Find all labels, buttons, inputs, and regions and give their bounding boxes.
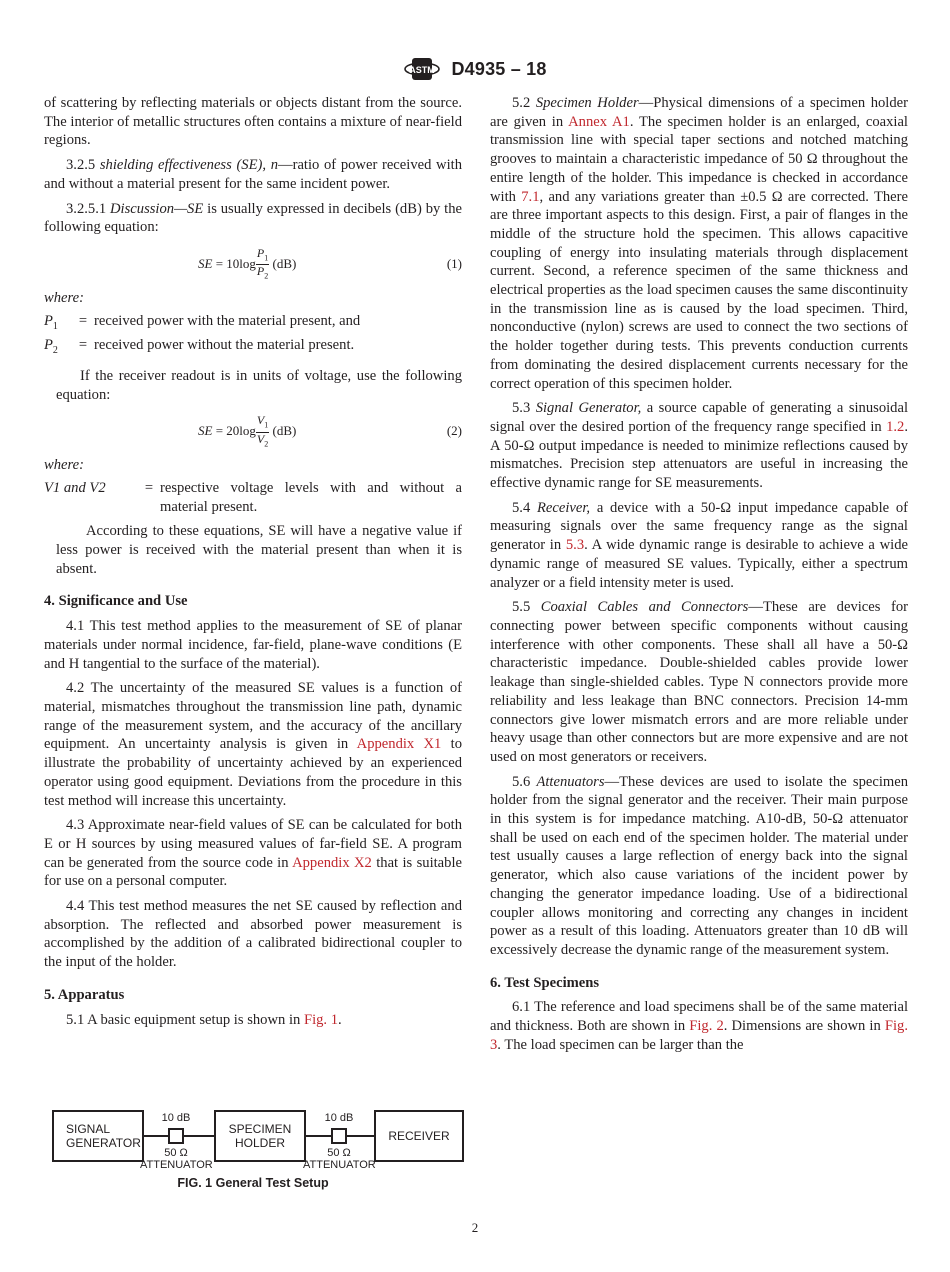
link-annex-a1[interactable]: Annex A1 [568, 113, 630, 130]
attenuator-2 [331, 1128, 347, 1144]
paragraph-4-4: 4.4 This test method measures the net SE caused by reflection and absorption. The reflected and absorbed power measurement is accomplished by the addition of a calibrated bidirectional coupler to the input of the holder. [44, 898, 462, 971]
link-fig-2[interactable]: Fig. 2 [689, 1018, 724, 1035]
equation-2: SE = 20log $\frac{V_1}{V_2}$ (dB) (2) [198, 413, 462, 449]
link-section-7-1[interactable]: 7.1 [521, 188, 540, 205]
attenuator-1-db: 10 dB [161, 1112, 191, 1124]
paragraph-4-3: 4.3 Approximate near-field values of SE can be calculated for both E or H sources by using measured values of far-field SE. A program can be generated from the source code in Appendix X2 that is suitable for use on a personal computer. [44, 817, 462, 890]
paragraph-5-4: 5.4 Receiver, a device with a 50-Ω input impedance capable of measuring signals over the same frequency range as the signal generator in 5.3. A wide dynamic range is desirable to achieve a wide dynamic range of measured SE values. Typically, either a spectrum analyzer or a field intensity meter is used. [490, 499, 909, 591]
where-label: where: [44, 457, 84, 474]
paragraph-5-5: 5.5 Coaxial Cables and Connectors—These are devices for connecting power between specific components without causing interference with other components. These shall all have a 50-Ω characteristic impedance. Double-shielded cables provide lower leakage than single-shielded cables. Type N connectors provide more reliability and less leakage than BNC connectors. Precision 14-mm connectors give lower mismatch errors and are more reliable under heavy usage than other connectors but are more expensive and are not used on most generators or receivers. [490, 599, 908, 765]
block-specimen-holder: SPECIMEN HOLDER [214, 1110, 306, 1162]
paragraph-5-1: 5.1 A basic equipment setup is shown in Fig. 1. [66, 1011, 342, 1028]
link-section-5-3[interactable]: 5.3 [565, 537, 585, 554]
paragraph-5-3: 5.3 Signal Generator, a source capable of generating a sinusoidal signal over the desired portion of the frequency range specified in 1.2. A 50-Ω output impedance is needed to minimize reflections caused by mismatches. Precision step attenuators are useful in increasing the effective dynamic range for SE measurements. [490, 400, 909, 492]
block-receiver: RECEIVER [374, 1110, 464, 1162]
where-label: where: [44, 289, 84, 306]
section-5-heading: 5. Apparatus [44, 986, 125, 1003]
attenuator-2-db: 10 dB [324, 1112, 354, 1124]
paragraph-negative-se: According to these equations, SE will have a negative value if less power is received with the material present than when it is absent. [56, 523, 462, 577]
svg-text:ASTM: ASTM [409, 65, 436, 75]
equation-number: (2) [446, 423, 462, 439]
term-coaxial-cables: Coaxial Cables and Connectors [540, 599, 749, 616]
fraction-v1-v2: $\frac{V_1}{V_2}$ [256, 413, 269, 449]
term-specimen-holder: Specimen Holder [535, 95, 639, 111]
section-4-heading: 4. Significance and Use [44, 593, 188, 610]
definition-p2: $P_2$ = received power without the material present. [44, 337, 355, 357]
fraction-p1-p2: $\frac{P_1}{P_2}$ [256, 245, 269, 281]
link-appendix-x1[interactable]: Appendix X1 [356, 736, 442, 753]
astm-logo-icon [403, 56, 441, 82]
page-number: 2 [471, 1220, 479, 1235]
term-signal-generator: Signal Generator, [535, 400, 642, 417]
block-signal-generator: SIGNAL GENERATOR [52, 1110, 144, 1162]
definition-p1: $P_1$ = received power with the material present, and [44, 312, 361, 332]
attenuator-2-label: ATTENUATOR [303, 1159, 376, 1171]
attenuator-1 [168, 1128, 184, 1144]
definition-v1-v2: V1 and V2 = respective voltage levels with and without a material present. [44, 479, 462, 515]
term-discussion: Discussion—SE [110, 200, 204, 217]
attenuator-2-ohm: 50 Ω [327, 1147, 351, 1159]
attenuator-1-label: ATTENUATOR [140, 1159, 213, 1171]
figure-1-caption: FIG. 1 General Test Setup [177, 1176, 329, 1190]
equation-number: (1) [446, 255, 462, 271]
figure-1-diagram [52, 1108, 464, 1171]
section-6-heading: 6. Test Specimens [490, 974, 600, 991]
paragraph-4-2: 4.2 The uncertainty of the measured SE values is a function of material, mismatches throughout the transmission line path, dynamic range of the measurement system, and the accuracy of the ancillary equipment. An uncertainty analysis is given in Appendix X1 to illustrate the probability of uncertainty achieved by an experienced operator using good equipment. Deviations from the procedure in this test method will increase this uncertainty. [44, 680, 462, 809]
link-fig-3[interactable]: Fig. 3 [490, 1018, 908, 1053]
term-receiver: Receiver, [537, 499, 591, 516]
paragraph-3-2-5: 3.2.5 shielding effectiveness (SE), n—ratio of power received with and without a material present for the same incident power. [44, 157, 462, 192]
paragraph-6-1: 6.1 The reference and load specimens shall be of the same material and thickness. Both are shown in Fig. 2. Dimensions are shown in Fig. 3. The load specimen can be larger than the [490, 999, 908, 1053]
right-column [490, 94, 908, 1060]
paragraph-5-2: 5.2 Specimen Holder—Physical dimensions of a specimen holder are given in Annex A1. The specimen holder is an enlarged, coaxial transmission line with special taper sections and notched matching grooves to maintain a characteristic impedance of 50 Ω throughout the entire length of the holder. This impedance is checked in accordance with 7.1, and any variations greater than ±0.5 Ω are corrected. There are three important aspects to this design. First, a pair of flanges in the middle of the structure hold the specimen. This allows capacitive coupling of energy into insulating materials through displacement current. Second, a reference specimen of the same thickness and electrical properties as the load specimen causes the same discontinuity in the transmission line as is caused by the load specimen. Third, nonconductive (nylon) screws are used to connect the two sections of the holder together during tests. This prevents conduction currents from dominating the desired displacement currents necessary for the correct operation of this specimen holder. [490, 95, 909, 392]
paragraph-intro: of scattering by reflecting materials or objects distant from the source. The interior of metallic structures often contains a mixture of near-field regions. [44, 95, 462, 149]
page-header [0, 56, 950, 82]
link-fig-1[interactable]: Fig. 1 [303, 1011, 339, 1028]
standard-designation: D4935 – 18 [451, 58, 547, 79]
paragraph-voltage: If the receiver readout is in units of voltage, use the following equation: [56, 367, 462, 403]
link-section-1-2[interactable]: 1.2 [886, 418, 905, 435]
attenuator-1-ohm: 50 Ω [164, 1147, 188, 1159]
link-appendix-x2[interactable]: Appendix X2 [292, 854, 372, 871]
paragraph-4-1: 4.1 This test method applies to the measurement of SE of planar materials under normal incidence, far-field, plane-wave conditions (E and H tangential to the surface of the material). [44, 618, 462, 672]
paragraph-5-6: 5.6 Attenuators—These devices are used to isolate the specimen holder from the signal generator and the receiver. Their main purpose in this system is for impedance matching. A10-dB, 50-Ω attenuator shall be used on each end of the specimen holder. The material under test usually causes a large reflection of energy back into the signal generator, which also cause variations of the incident power by changing the generator impedance loading. Use of a bidirectional coupler allows monitoring and correcting any changes in incident power as a result of this loading. Attenuators greater than 10 dB will excessively decrease the dynamic range of the measurement system. [490, 773, 908, 958]
term-shielding-effectiveness: shielding effectiveness (SE), n [99, 157, 278, 174]
paragraph-3-2-5-1: 3.2.5.1 Discussion—SE is usually expressed in decibels (dB) by the following equation: [44, 200, 462, 236]
left-column [44, 94, 462, 1035]
equation-1: SE = 10log $\frac{P_1}{P_2}$ (dB) (1) [198, 245, 462, 281]
term-attenuators: Attenuators [536, 773, 605, 790]
